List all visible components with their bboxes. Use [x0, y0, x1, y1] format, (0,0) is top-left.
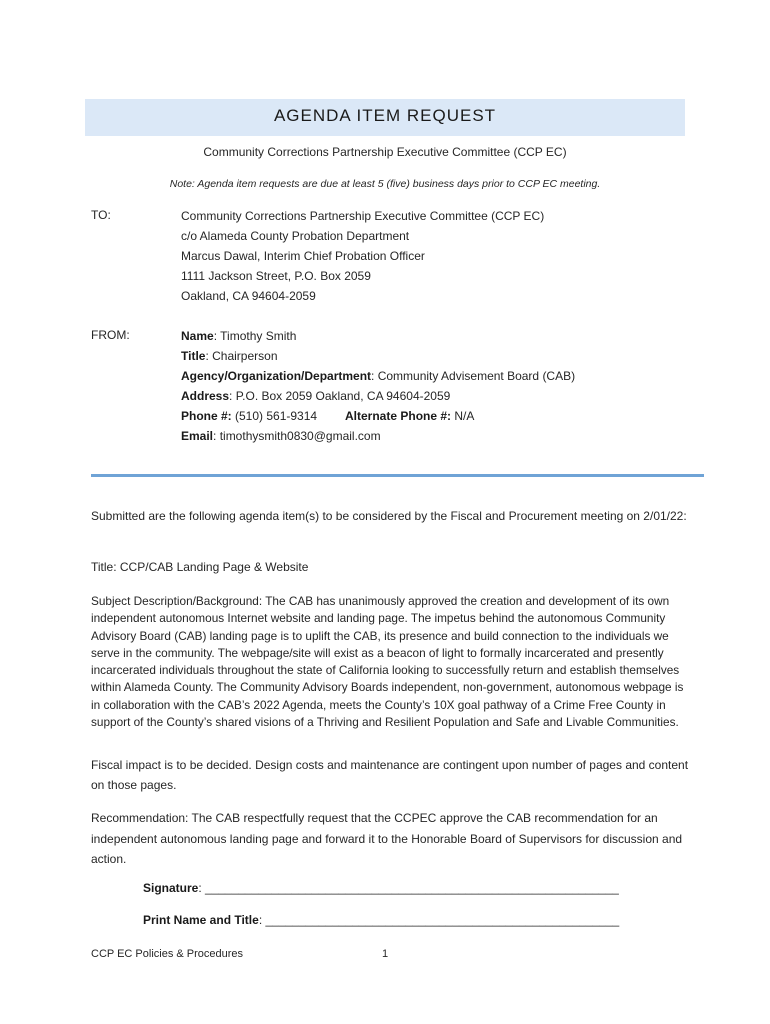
to-label: TO:	[91, 208, 111, 222]
to-line: c/o Alameda County Probation Department	[181, 229, 410, 243]
from-address-row: Address: P.O. Box 2059 Oakland, CA 94604-2059	[181, 389, 451, 403]
deadline-note: Note: Agenda item requests are due at least 5 (five) business days prior to CCP EC meeting.	[169, 178, 601, 190]
item-title: Title: CCP/CAB Landing Page & Website	[91, 560, 309, 574]
print-name-label: Print Name and Title	[143, 913, 259, 927]
alt-phone-label: Alternate Phone #:	[345, 409, 452, 423]
from-agency-row: Agency/Organization/Department: Community Advisement Board (CAB)	[181, 369, 576, 383]
to-line: Oakland, CA 94604-2059	[181, 289, 316, 303]
to-line: Community Corrections Partnership Executive Committee (CCP EC)	[181, 209, 545, 223]
to-line: 1111 Jackson Street, P.O. Box 2059	[181, 269, 371, 283]
from-block	[181, 326, 575, 446]
print-name-row: Print Name and Title: _____________________________________________________	[143, 913, 620, 927]
signature-line: ______________________________________________________________	[205, 881, 619, 895]
signature-row: Signature: ______________________________________________________________	[143, 881, 619, 895]
from-phone-row	[181, 406, 575, 426]
title-band	[85, 99, 685, 136]
name-label: Name	[181, 329, 214, 343]
to-address-block	[181, 206, 544, 306]
section-divider	[91, 474, 704, 477]
from-title: Chairperson	[212, 349, 278, 363]
email-label: Email	[181, 429, 214, 443]
submitted-paragraph: Submitted are the following agenda item(s) to be considered by the Fiscal and Procurement meeting on 2/01/22:	[91, 509, 687, 523]
address-label: Address	[181, 389, 230, 403]
from-email: timothysmith0830@gmail.com	[219, 429, 381, 443]
from-phone: (510) 561-9314	[235, 409, 318, 423]
agency-label: Agency/Organization/Department	[181, 369, 372, 383]
from-label: FROM:	[91, 328, 130, 342]
page-number: 1	[382, 948, 389, 960]
recommendation: Recommendation: The CAB respectfully request that the CCPEC approve the CAB recommendation for an independent autonomous landing page and forward it to the Honorable Board of Supervisors for discussion and action.	[91, 811, 683, 866]
from-email-row: Email: timothysmith0830@gmail.com	[181, 429, 381, 443]
from-title-row: Title: Chairperson	[181, 349, 278, 363]
from-name-row: Name: Timothy Smith	[181, 329, 297, 343]
committee-subtitle: Community Corrections Partnership Executive Committee (CCP EC)	[203, 145, 567, 159]
print-name-line: _____________________________________________________	[265, 913, 620, 927]
from-name: Timothy Smith	[220, 329, 297, 343]
document-title: AGENDA ITEM REQUEST	[273, 106, 497, 125]
signature-label: Signature	[143, 881, 199, 895]
to-line: Marcus Dawal, Interim Chief Probation Officer	[181, 249, 425, 263]
from-alt-phone: N/A	[454, 409, 475, 423]
from-address: P.O. Box 2059 Oakland, CA 94604-2059	[235, 389, 451, 403]
phone-label: Phone #:	[181, 409, 232, 423]
subject-description: Subject Description/Background: The CAB has unanimously approved the creation and development of its own independent autonomous Internet website and landing page. The impetus behind the autonomous Community Advisory Board (CAB) landing page is to uplift the CAB, its presence and build connection to the individuals we serve in the community. The webpage/site will exist as a beacon of light to formally incarcerated and presently incarcerated individuals throughout the state of California looking to successfully return and establish themselves within Alameda County. The Community Advisory Boards independent, non-government, autonomous webpage is in collaboration with the CAB’s 2022 Agenda, meets the County’s 10X goal pathway of a Crime Free County in support of the County’s shared visions of a Thriving and Resilient Population and Safe and Livable Communities.	[91, 594, 684, 730]
title-label: Title	[181, 349, 206, 363]
from-agency: Community Advisement Board (CAB)	[377, 369, 576, 383]
fiscal-impact: Fiscal impact is to be decided. Design costs and maintenance are contingent upon number of pages and content on those pages.	[91, 758, 689, 792]
footer-left: CCP EC Policies & Procedures	[91, 948, 244, 960]
